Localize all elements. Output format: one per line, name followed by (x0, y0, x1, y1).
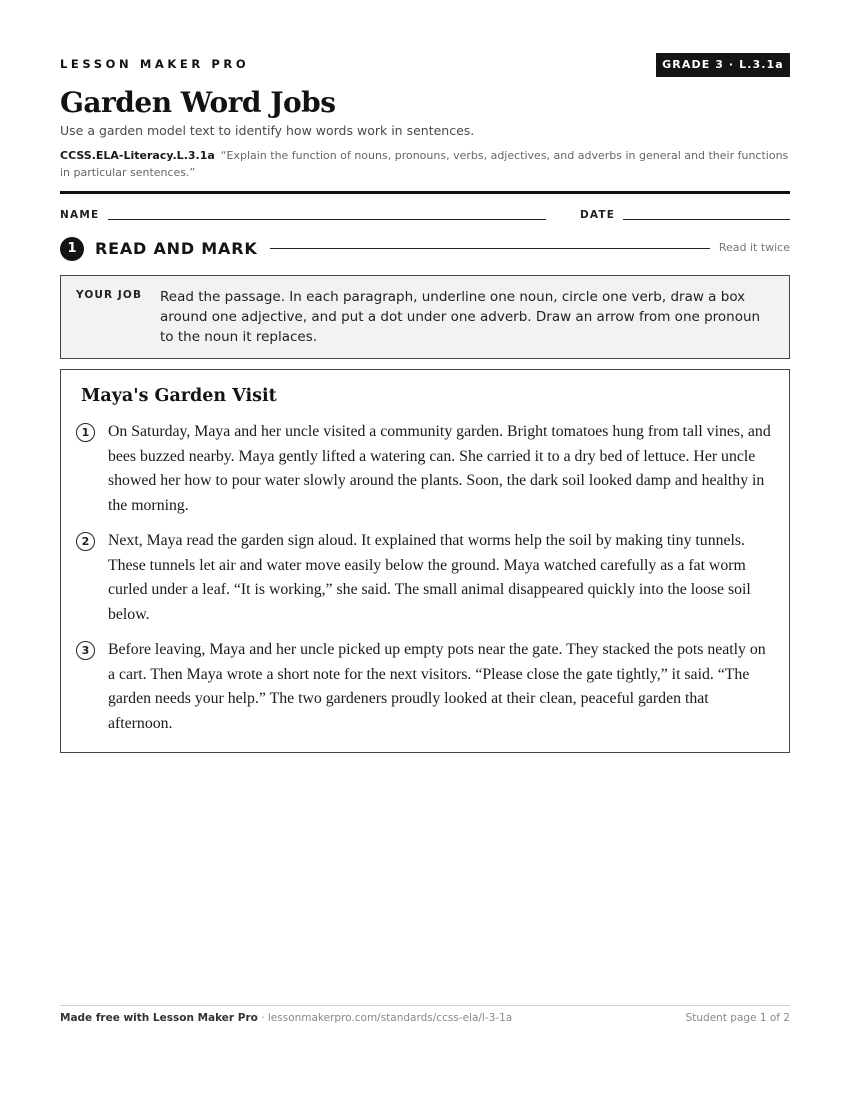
job-instructions-box (60, 275, 790, 359)
worksheet-subtitle: Use a garden model text to identify how words work in sentences. (60, 123, 475, 138)
paragraph-number-badge: 2 (76, 532, 95, 551)
footer-maker: Made free with Lesson Maker Pro (60, 1012, 258, 1024)
job-label: YOUR JOB (76, 289, 143, 301)
worksheet-title: Garden Word Jobs (60, 86, 336, 119)
footer-credit (60, 1012, 512, 1024)
paragraph-number-badge: 3 (76, 641, 95, 660)
paragraph-number-badge: 1 (76, 423, 95, 442)
footer-url[interactable]: · lessonmakerpro.com/standards/ccss-ela/l-3-1a (261, 1012, 513, 1024)
section-header (60, 236, 790, 260)
standard-description (60, 147, 790, 181)
section-number-badge: 1 (60, 237, 84, 261)
job-text: Read the passage. In each paragraph, underline one noun, circle one verb, draw a box around one adjective, and put a dot under one adverb. Draw an arrow from one pronoun to the noun it replaces. (160, 289, 761, 345)
passage-title: Maya's Garden Visit (81, 386, 277, 406)
date-label: DATE (580, 209, 616, 221)
paragraph-text: Before leaving, Maya and her uncle picked up empty pots near the gate. They stacked the pots neatly on a cart. Then Maya wrote a short note for the next visitors. “Please close the gate tightly,” it said. “The garden needs your help.” The two gardeners proudly looked at their clean, peaceful garden that afternoon. (108, 641, 766, 732)
name-line[interactable] (108, 219, 546, 220)
standard-code: CCSS.ELA-Literacy.L.3.1a (60, 149, 215, 162)
standard-quote: “Explain the function of nouns, pronouns, verbs, adjectives, and adverbs in general and their functions in particular sentences.” (60, 149, 789, 179)
name-label: NAME (60, 209, 100, 221)
section-title: READ AND MARK (95, 239, 258, 258)
date-line[interactable] (623, 219, 790, 220)
footer-page-number: Student page 1 of 2 (685, 1012, 790, 1024)
paragraph-text: Next, Maya read the garden sign aloud. It explained that worms help the soil by making tiny tunnels. These tunnels let air and water move easily below the ground. Maya watched carefully as a fat worm curled under a leaf. “It is working,” she said. The small animal disappeared quickly into the loose soil below. (108, 532, 751, 623)
section-divider (270, 248, 710, 249)
grade-badge: GRADE 3 · L.3.1a (656, 53, 790, 77)
header-divider (60, 191, 790, 194)
footer-divider (60, 1005, 790, 1006)
passage-box (60, 369, 790, 753)
paragraph-text: On Saturday, Maya and her uncle visited a community garden. Bright tomatoes hung from tall vines, and bees buzzed nearby. Maya gently lifted a watering can. She carried it to a dry bed of lettuce. Her uncle showed her how to pour water slowly around the plants. Soon, the dark soil looked damp and healthy in the morning. (108, 423, 771, 514)
brand-name: LESSON MAKER PRO (60, 57, 250, 71)
section-hint: Read it twice (718, 241, 790, 254)
